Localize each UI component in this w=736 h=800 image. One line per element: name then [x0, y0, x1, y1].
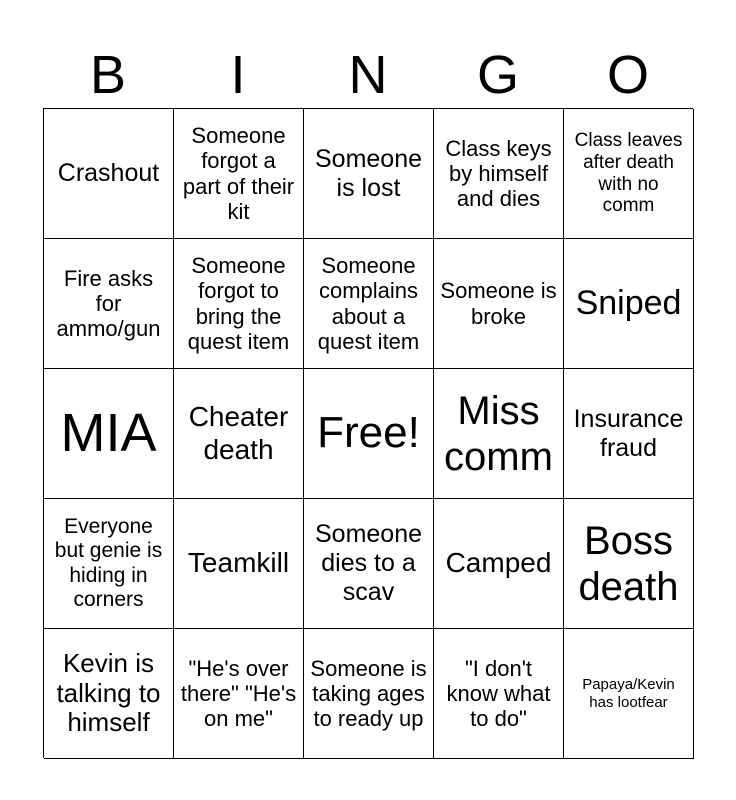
cell-text: Fire asks for ammo/gun: [56, 265, 161, 342]
bingo-cell[interactable]: [564, 369, 694, 499]
bingo-cell[interactable]: [434, 369, 564, 499]
bingo-cell[interactable]: [44, 369, 174, 499]
cell-text: Camped: [445, 547, 552, 579]
cell-text: "He's over there" "He's on me": [180, 655, 297, 732]
cell-text: Class keys by himself and dies: [445, 135, 552, 212]
cell-text: Class leaves after death with no comm: [574, 129, 683, 217]
bingo-cell[interactable]: [44, 239, 174, 369]
bingo-cell[interactable]: [564, 239, 694, 369]
bingo-cell[interactable]: [304, 109, 434, 239]
cell-text: Everyone but genie is hiding in corners: [54, 515, 163, 611]
cell-text: Someone is broke: [440, 278, 557, 329]
bingo-cell[interactable]: [174, 499, 304, 629]
bingo-cell[interactable]: [564, 499, 694, 629]
header-letter-o: O: [606, 45, 649, 105]
cell-text: Insurance fraud: [573, 404, 684, 462]
bingo-cell[interactable]: [564, 629, 694, 759]
bingo-cell[interactable]: [174, 369, 304, 499]
cell-text: Boss death: [578, 518, 679, 609]
cell-text: MIA: [60, 403, 157, 464]
cell-text: Sniped: [575, 283, 682, 322]
bingo-cell[interactable]: [434, 629, 564, 759]
cell-text: Someone forgot to bring the quest item: [187, 252, 290, 354]
free-space-cell[interactable]: [304, 369, 434, 499]
bingo-cell[interactable]: [174, 109, 304, 239]
bingo-cell[interactable]: [434, 239, 564, 369]
header-letter-g: G: [476, 45, 519, 105]
bingo-cell[interactable]: [304, 499, 434, 629]
cell-text: Free!: [317, 408, 420, 458]
bingo-header: [43, 44, 693, 106]
cell-text: Someone is taking ages to ready up: [310, 655, 427, 732]
cell-text: "I don't know what to do": [446, 655, 551, 732]
bingo-cell[interactable]: [564, 109, 694, 239]
cell-text: Someone dies to a scav: [314, 520, 423, 606]
bingo-cell[interactable]: [304, 239, 434, 369]
bingo-cell[interactable]: [434, 109, 564, 239]
bingo-cell[interactable]: [174, 239, 304, 369]
bingo-cell[interactable]: [304, 629, 434, 759]
cell-text: Papaya/Kevin has lootfear: [582, 676, 675, 711]
cell-text: Crashout: [57, 159, 160, 188]
cell-text: Someone complains about a quest item: [317, 252, 420, 354]
bingo-cell[interactable]: [44, 629, 174, 759]
bingo-cell[interactable]: [174, 629, 304, 759]
header-letter-i: I: [230, 45, 246, 105]
cell-text: Cheater death: [188, 401, 289, 465]
bingo-cell[interactable]: [434, 499, 564, 629]
bingo-cell[interactable]: [44, 109, 174, 239]
bingo-cell[interactable]: [44, 499, 174, 629]
cell-text: Teamkill: [187, 547, 290, 579]
header-letter-b: B: [89, 45, 127, 105]
bingo-board: [43, 108, 693, 758]
cell-text: Someone forgot a part of their kit: [182, 122, 295, 224]
cell-text: Kevin is talking to himself: [56, 647, 161, 738]
cell-text: Someone is lost: [314, 144, 423, 202]
header-letter-n: N: [348, 45, 388, 105]
cell-text: Miss comm: [444, 388, 553, 479]
